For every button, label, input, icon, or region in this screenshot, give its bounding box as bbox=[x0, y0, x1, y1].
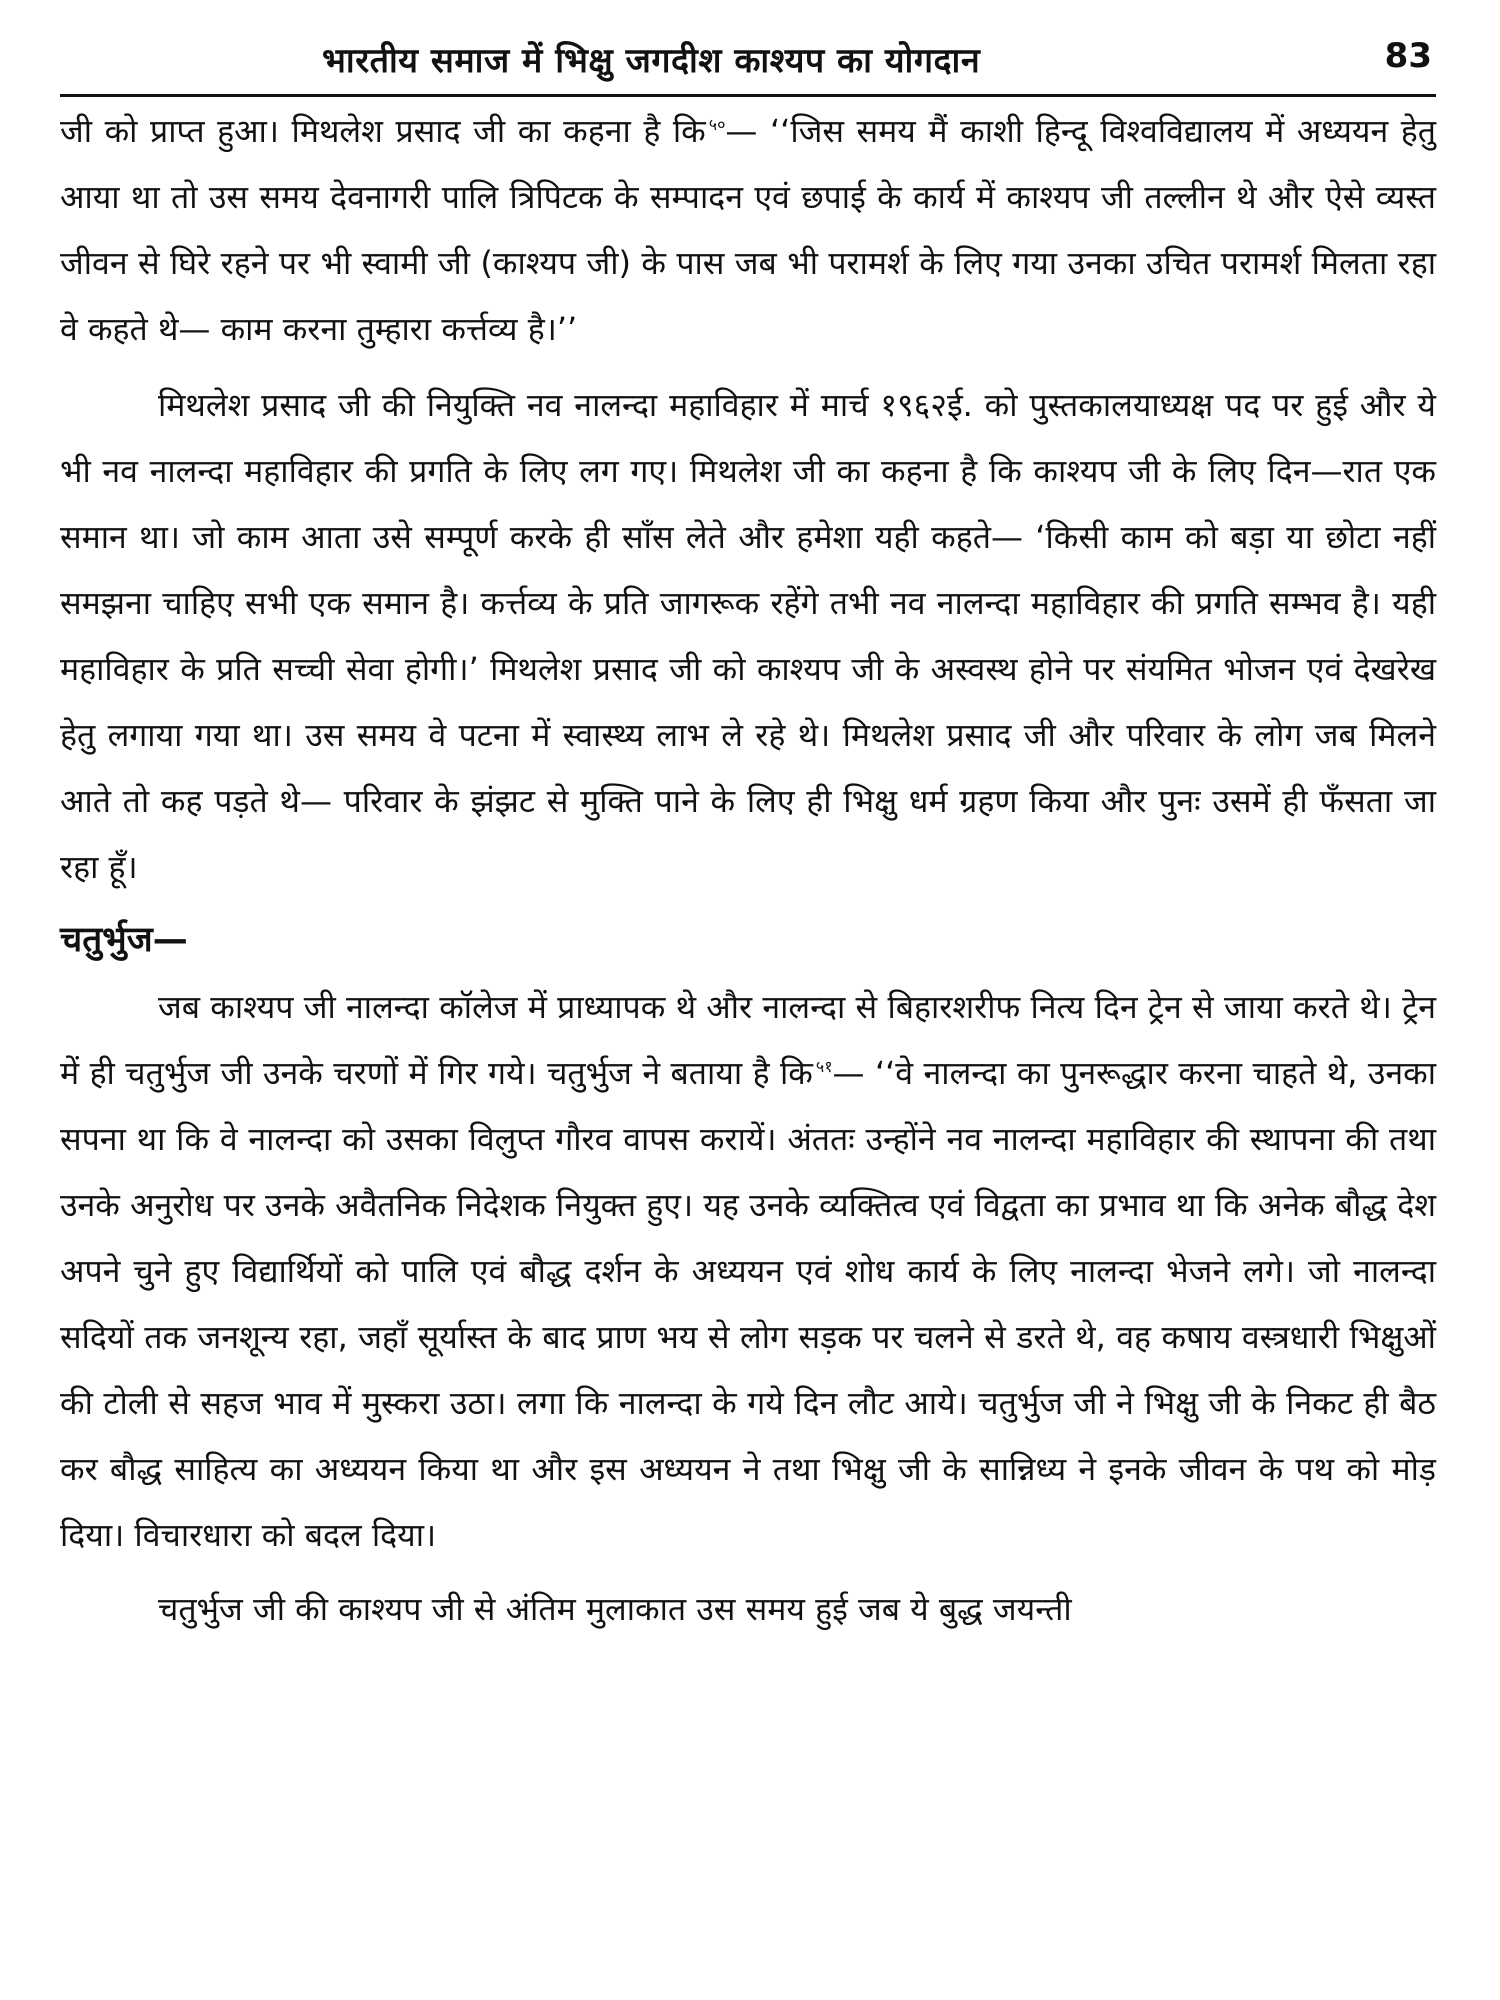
paragraph-text: जी को प्राप्त हुआ। मिथलेश प्रसाद जी का कहना है कि bbox=[60, 112, 706, 150]
paragraph-last-meeting: चतुर्भुज जी की काश्यप जी से अंतिम मुलाकात उस समय हुई जब ये बुद्ध जयन्ती bbox=[158, 1590, 1072, 1628]
running-title: भारतीय समाज में भिक्षु जगदीश काश्यप का योगदान bbox=[322, 41, 981, 81]
page-body bbox=[60, 98, 1436, 1642]
paragraph-mithlesh-quote bbox=[60, 98, 1436, 362]
page-header bbox=[60, 28, 1436, 97]
paragraph-mithlesh-appointment: मिथलेश प्रसाद जी की नियुक्ति नव नालन्दा महाविहार में मार्च १९६२ई. को पुस्तकालयाध्यक्ष पद पर हुई और ये भी नव नालन्दा महाविहार की प्रगति के लिए लग गए। मिथलेश जी का कहना है कि काश्यप जी के लिए दिन—रात एक समान था। जो काम आता उसे सम्पूर्ण करके ही साँस लेते और हमेशा यही कहते— ‘किसी काम को बड़ा या छोटा नहीं समझना चाहिए सभी एक समान है। कर्त्तव्य के प्रति जागरूक रहेंगे तभी नव नालन्दा महाविहार की प्रगति सम्भव है। यही महाविहार के प्रति सच्ची सेवा होगी।’ मिथलेश प्रसाद जी को काश्यप जी के अस्वस्थ होने पर संयमित भोजन एवं देखरेख हेतु लगाया गया था। उस समय वे पटना में स्वास्थ्य लाभ ले रहे थे। मिथलेश प्रसाद जी और परिवार के लोग जब मिलने आते तो कह पड़ते थे— परिवार के झंझट से मुक्ति पाने के लिए ही भिक्षु धर्म ग्रहण किया और पुनः उसमें ही फँसता जा रहा हूँ। bbox=[60, 386, 1436, 886]
paragraph-text: जब काश्यप जी नालन्दा कॉलेज में प्राध्यापक थे और नालन्दा से बिहारशरीफ नित्य दिन ट्रेन से जाया करते थे। ट्रेन में ही चतुर्भुज जी उनके चरणों में गिर गये। चतुर्भुज ने बताया है कि bbox=[60, 988, 1436, 1092]
paragraph-text: — ‘‘वे नालन्दा का पुनरूद्धार करना चाहते थे, उनका सपना था कि वे नालन्दा को उसका विलुप्त गौरव वापस करायें। अंततः उन्होंने नव नालन्दा महाविहार की स्थापना की तथा उनके अनुरोध पर उनके अवैतनिक निदेशक नियुक्त हुए। यह उनके व्यक्तित्व एवं विद्वता का प्रभाव था कि अनेक बौद्ध देश अपने चुने हुए विद्यार्थियों को पालि एवं बौद्ध दर्शन के अध्ययन एवं शोध कार्य के लिए नालन्दा भेजने लगे। जो नालन्दा सदियों तक जनशून्य रहा, जहाँ सूर्यास्त के बाद प्राण भय से लोग सड़क पर चलने से डरते थे, वह कषाय वस्त्रधारी भिक्षुओं की टोली से सहज भाव में मुस्करा उठा। लगा कि नालन्दा के गये दिन लौट आये। चतुर्भुज जी ने भिक्षु जी के निकट ही बैठ कर बौद्ध साहित्य का अध्ययन किया था और इस अध्ययन ने तथा भिक्षु जी के सान्निध्य ने इनके जीवन के पथ को मोड़ दिया। विचारधारा को बदल दिया। bbox=[60, 1054, 1436, 1554]
paragraph-chaturbhuj-account bbox=[60, 974, 1436, 1568]
footnote-reference: ५१ bbox=[815, 1057, 833, 1077]
footnote-reference: ५० bbox=[708, 115, 726, 135]
paragraph-text: — ‘‘जिस समय मैं काशी हिन्दू विश्वविद्यालय में अध्ययन हेतु आया था तो उस समय देवनागरी पालि त्रिपिटक के सम्पादन एवं छपाई के कार्य में काश्यप जी तल्लीन थे और ऐसे व्यस्त जीवन से घिरे रहने पर भी स्वामी जी (काश्यप जी) के पास जब भी परामर्श के लिए गया उनका उचित परामर्श मिलता रहा वे कहते थे— काम करना तुम्हारा कर्त्तव्य है।’’ bbox=[60, 112, 1436, 348]
section-heading-chaturbhuj: चतुर्भुज— bbox=[60, 920, 188, 960]
page-number: 83 bbox=[1384, 36, 1432, 76]
